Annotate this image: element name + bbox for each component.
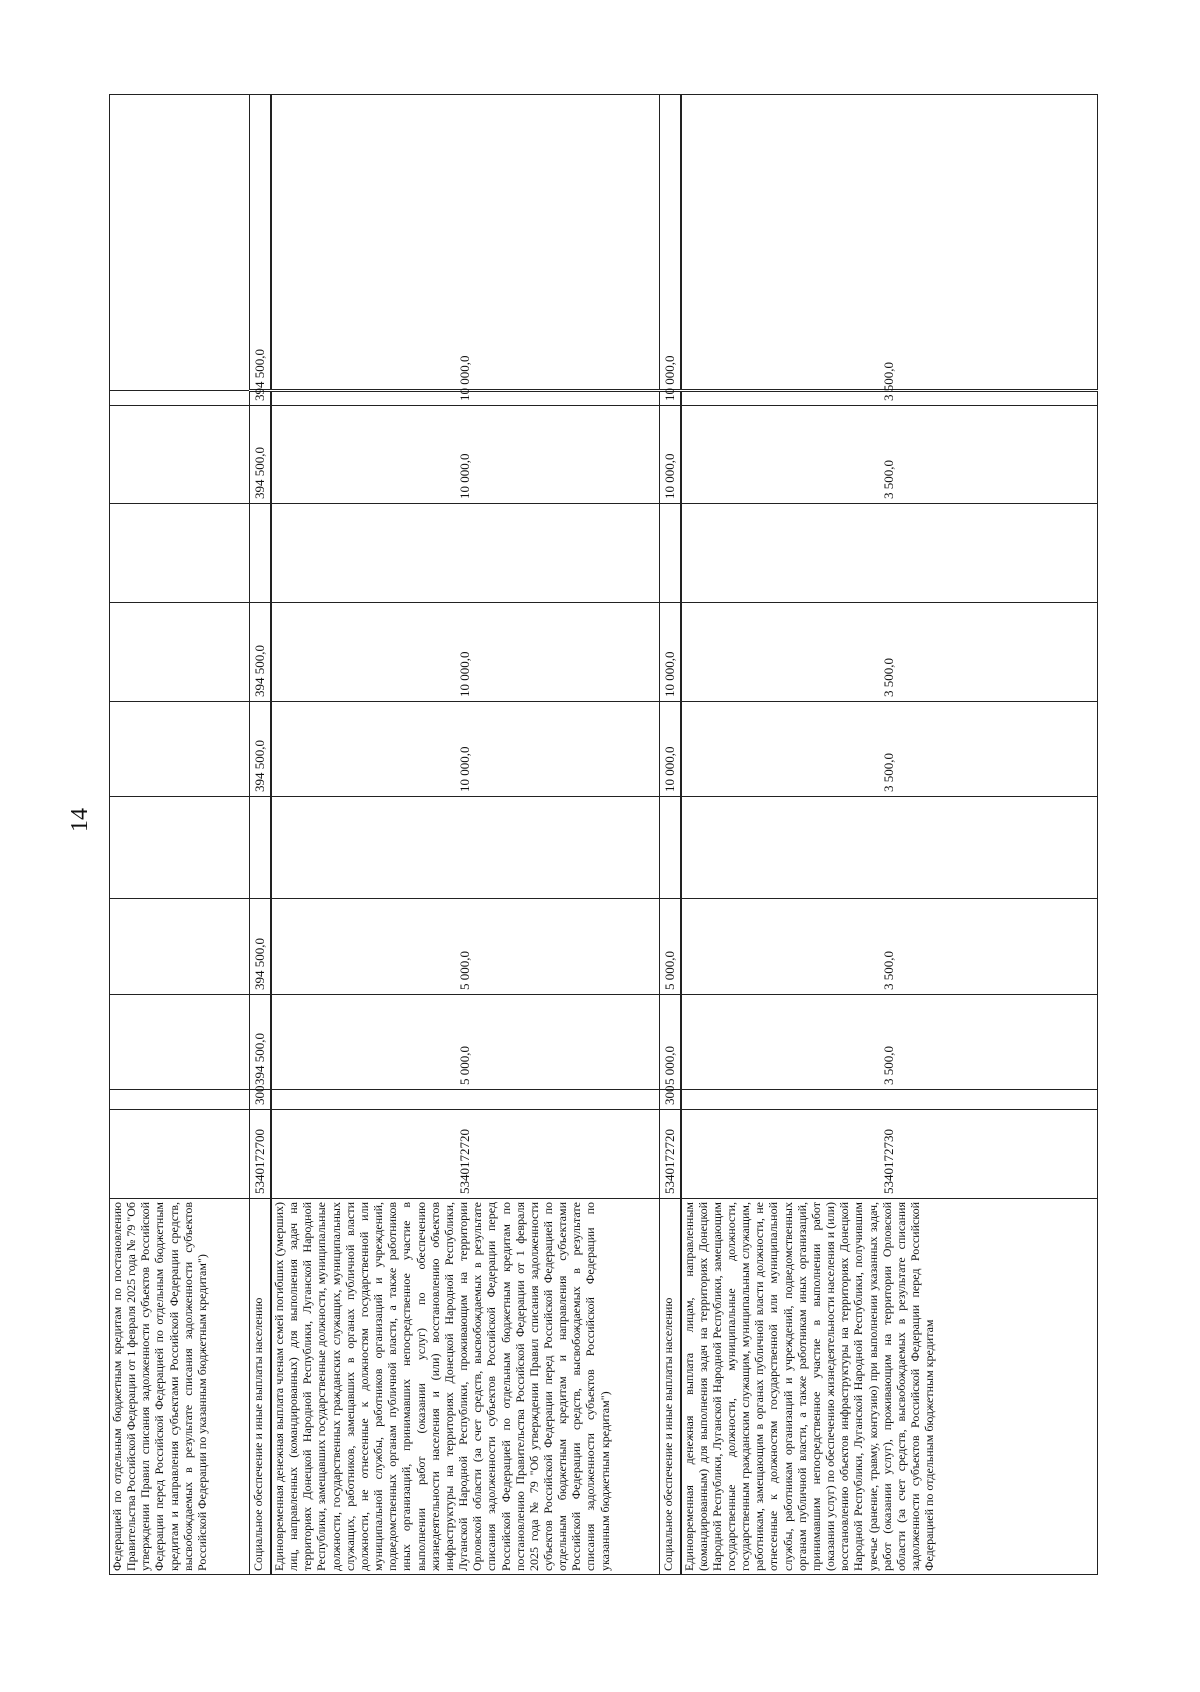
amount-cell: 5 000,0	[659, 899, 681, 995]
amount-cell	[681, 504, 1098, 603]
row-description: Единовременная денежная выплата лицам, направленным (командированным) для выполнения задач на территориях Донецкой Народной Республики, Луганской Народной Республики, замещающим государственные должности, муниципальные должности, государственным гражданским служащим, муниципальным служащим, работникам, замещающим в органах публичной власти должности, не отнесенные к должностям государственной или муниципальной службы, работникам организаций и учреждений, подведомственных органам публичной власти, а также работникам иных организаций, принимавшим непосредственное участие в выполнении работ (оказании услуг) по обеспечению жизнедеятельности населения и (или) восстановлению объектов инфраструктуры на территориях Донецкой Народной Республики, Луганской Народной Республики, получившим увечье (ранение, травму, контузию) при выполнении указанных задач, работ (оказании услуг), проживающим на территории Орловской области (за счет средств, высвобождаемых в результате списания задолженности субъектов Российской Федерации перед Российской Федерацией по отдельным бюджетным кредитам	[681, 1199, 1098, 1575]
amount-cell: 10 000,0	[659, 406, 681, 504]
amount-cell: 394 500,0	[250, 603, 272, 702]
amount-cell: 3 500,0	[681, 406, 1098, 504]
target-code: 5340172720	[659, 1110, 681, 1199]
amount-cell	[271, 797, 659, 899]
amount-cell: 10 000,0	[659, 603, 681, 702]
amount-cell: 5 000,0	[659, 995, 681, 1090]
target-code: 5340172720	[271, 1110, 659, 1199]
amount-cell: 5 000,0	[271, 899, 659, 995]
table-row	[681, 95, 1098, 1575]
amount-cell	[681, 797, 1098, 899]
amount-cell	[250, 504, 272, 603]
expense-type-code	[271, 1090, 659, 1110]
row-description: Федерацией по отдельным бюджетным кредитам по постановлению Правительства Российской Федерации от 1 февраля 2025 года № 79 "Об утверждении Правил списания задолженности субъектов Российской Федерации перед Российской Федерацией по отдельным бюджетным кредитам и направления субъектами Российской Федерации средств, высвобождаемых в результате списания задолженности субъектов Российской Федерации по указанным бюджетным кредитам")	[110, 1199, 250, 1575]
amount-cell	[250, 797, 272, 899]
budget-table	[109, 94, 1098, 1575]
amount-cell: 394 500,0	[250, 391, 272, 406]
table-row	[110, 95, 250, 1575]
amount-cell	[659, 797, 681, 899]
amount-cell: 10 000,0	[271, 391, 659, 406]
row-description: Социальное обеспечение и иные выплаты населению	[659, 1199, 681, 1575]
amount-cell: 10 000,0	[271, 406, 659, 504]
amount-cell: 3 500,0	[681, 995, 1098, 1090]
expense-type-code	[681, 1090, 1098, 1110]
amount-cell: 10 000,0	[659, 391, 681, 406]
amount-cell: 3 500,0	[681, 899, 1098, 995]
row-description: Социальное обеспечение и иные выплаты населению	[250, 1199, 272, 1575]
expense-type-code: 300	[250, 1090, 272, 1110]
table-row	[250, 95, 272, 1575]
amount-cell: 3 500,0	[681, 702, 1098, 797]
target-code: 5340172730	[681, 1110, 1098, 1199]
amount-cell: 3 500,0	[681, 391, 1098, 406]
amount-cell: 10 000,0	[659, 702, 681, 797]
table-row	[271, 95, 659, 1575]
amount-cell	[659, 504, 681, 603]
amount-cell	[271, 504, 659, 603]
row-description: Единовременная денежная выплата членам семей погибших (умерших) лиц, направленных (командированных) для выполнения задач на территориях Донецкой Народной Республики, Луганской Народной Республики, замещавших государственные должности, муниципальные должности, государственных гражданских служащих, муниципальных служащих, работников, замещавших в органах публичной власти должности, не отнесенные к должностям государственной или муниципальной службы, работников организаций и учреждений, подведомственных органам публичной власти, а также работников иных организаций, принимавших непосредственное участие в выполнении работ (оказании услуг) по обеспечению жизнедеятельности населения и (или) восстановлению объектов инфраструктуры на территориях Донецкой Народной Республики, Луганской Народной Республики, проживающим на территории Орловской области (за счет средств, высвобождаемых в результате списания задолженности субъектов Российской Федерации перед Российской Федерацией по отдельным бюджетным кредитам по постановлению Правительства Российской Федерации от 1 февраля 2025 года № 79 "Об утверждении Правил списания задолженности субъектов Российской Федерации перед Российской Федерацией по отдельным бюджетным кредитам и направления субъектами Российской Федерации средств, высвобождаемых в результате списания задолженности субъектов Российской Федерации по указанным бюджетным кредитам")	[271, 1199, 659, 1575]
amount-cell: 10 000,0	[271, 702, 659, 797]
amount-cell: 5 000,0	[271, 995, 659, 1090]
amount-cell: 10 000,0	[271, 603, 659, 702]
amount-cell: 394 500,0	[250, 702, 272, 797]
page-number: 14	[67, 808, 93, 832]
target-code: 5340172700	[250, 1110, 272, 1199]
amount-cell: 394 500,0	[250, 406, 272, 504]
expense-type-code: 300	[659, 1090, 681, 1110]
amount-cell: 3 500,0	[681, 603, 1098, 702]
budget-table-rotated	[109, 95, 1086, 1575]
table-row	[659, 95, 681, 1575]
amount-cell: 394 500,0	[250, 995, 272, 1090]
amount-cell: 394 500,0	[250, 899, 272, 995]
